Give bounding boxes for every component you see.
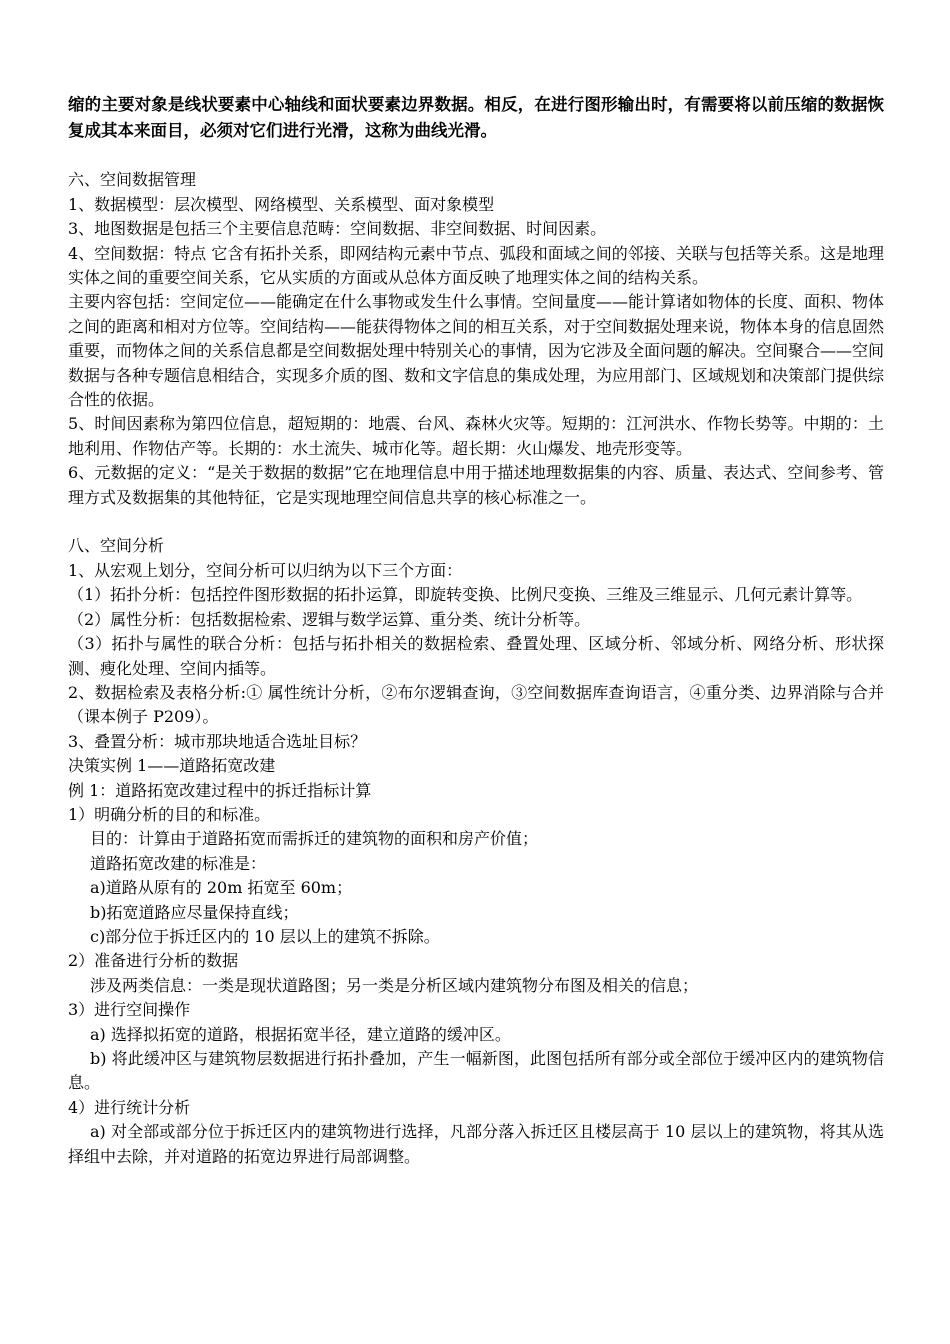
step-heading: 3）进行空间操作	[68, 1000, 191, 1020]
step-heading: 4）进行统计分析	[68, 1097, 191, 1117]
indented-line: a)道路从原有的 20m 拓宽至 60m；	[90, 878, 353, 898]
indented-line: 道路拓宽改建的标准是：	[90, 853, 267, 873]
paragraph: 3、叠置分析：城市那块地适合选址目标？	[68, 731, 367, 751]
section-heading-8: 八、空间分析	[68, 536, 165, 556]
indented-line: a) 选择拟拓宽的道路，根据拓宽半径，建立道路的缓冲区。	[90, 1024, 511, 1044]
paragraph: 6、元数据的定义：“是关于数据的数据”它在地理信息中用于描述地理数据集的内容、质量、表达式、空间参考、管理方式及数据集的其他特征，它是实现地理空间信息共享的核心标准之一。	[68, 463, 884, 507]
indented-paragraph: b) 将此缓冲区与建筑物层数据进行拓扑叠加，产生一幅新图，此图包括所有部分或全部位于缓冲区内的建筑物信息。	[68, 1049, 884, 1093]
paragraph: 1）明确分析的目的和标准。	[68, 804, 271, 824]
indented-line: c)部分位于拆迁区内的 10 层以上的建筑不拆除。	[90, 926, 440, 946]
indented-line: b)拓宽道路应尽量保持直线；	[90, 902, 299, 922]
indented-line: 涉及两类信息：一类是现状道路图；另一类是分析区域内建筑物分布图及相关的信息；	[90, 975, 699, 995]
paragraph: 4、空间数据：特点 它含有拓扑关系，即网结构元素中节点、弧段和面域之间的邻接、关联与包括等关系。这是地理实体之间的重要空间关系，它从实质的方面或从总体方面反映了地理实体之间的结构关系。	[68, 243, 884, 288]
paragraph: （2）属性分析：包括数据检索、逻辑与数学运算、重分类、统计分析等。	[68, 609, 591, 629]
step-heading: 2）准备进行分析的数据	[68, 951, 239, 971]
indented-paragraph: a) 对全部或部分位于拆迁区内的建筑物进行选择，凡部分落入拆迁区且楼层高于 10 层以上的建筑物，将其从选择组中去除，并对道路的拓宽边界进行局部调整。	[68, 1122, 884, 1166]
paragraph: 例 1：道路拓宽改建过程中的拆迁指标计算	[68, 780, 372, 800]
paragraph: 主要内容包括：空间定位——能确定在什么事物或发生什么事情。空间量度——能计算诸如物体的长度、面积、物体之间的距离和相对方位等。空间结构——能获得物体之间的相互关系，对于空间数据处理来说，物体本身的信息固然重要，而物体之间的关系信息都是空间数据处理中特别关心的事情，因为它涉及全面问题的解决。空间聚合——空间数据与各种专题信息相结合，实现多介质的图、数和文字信息的集成处理，为应用部门、区域规划和决策部门提供综合性的依据。	[68, 292, 885, 410]
paragraph: 1、数据模型：层次模型、网络模型、关系模型、面对象模型	[68, 194, 495, 214]
paragraph: 5、时间因素称为第四位信息，超短期的：地震、台风、森林火灾等。短期的：江河洪水、作物长势等。中期的：土地利用、作物估产等。长期的：水土流失、城市化等。超长期：火山爆发、地壳形变等。	[68, 414, 884, 458]
paragraph: 3、地图数据是包括三个主要信息范畴：空间数据、非空间数据、时间因素。	[68, 219, 607, 239]
paragraph: 2、数据检索及表格分析:① 属性统计分析，②布尔逻辑查询，③空间数据库查询语言，④重分类、边界消除与合并（课本例子 P209）。	[68, 682, 884, 727]
paragraph: （1）拓扑分析：包括控件图形数据的拓扑运算，即旋转变换、比例尺变换、三维及三维显示、几何元素计算等。	[68, 585, 863, 605]
paragraph: 1、从宏观上划分，空间分析可以归纳为以下三个方面：	[68, 560, 463, 580]
section-heading-6: 六、空间数据管理	[68, 170, 197, 190]
indented-line: 目的：计算由于道路拓宽而需拆迁的建筑物的面积和房产价值；	[90, 829, 539, 849]
spacer	[68, 144, 884, 168]
spacer	[68, 510, 884, 534]
paragraph: 决策实例 1——道路拓宽改建	[68, 756, 276, 776]
intro-bold-paragraph: 缩的主要对象是线状要素中心轴线和面状要素边界数据。相反，在进行图形输出时，有需要将以前压缩的数据恢复成其本来面目，必须对它们进行光滑，这称为曲线光滑。	[68, 95, 884, 140]
paragraph: （3）拓扑与属性的联合分析：包括与拓扑相关的数据检索、叠置处理、区域分析、邻域分析、网络分析、形状探测、瘦化处理、空间内插等。	[68, 634, 884, 678]
